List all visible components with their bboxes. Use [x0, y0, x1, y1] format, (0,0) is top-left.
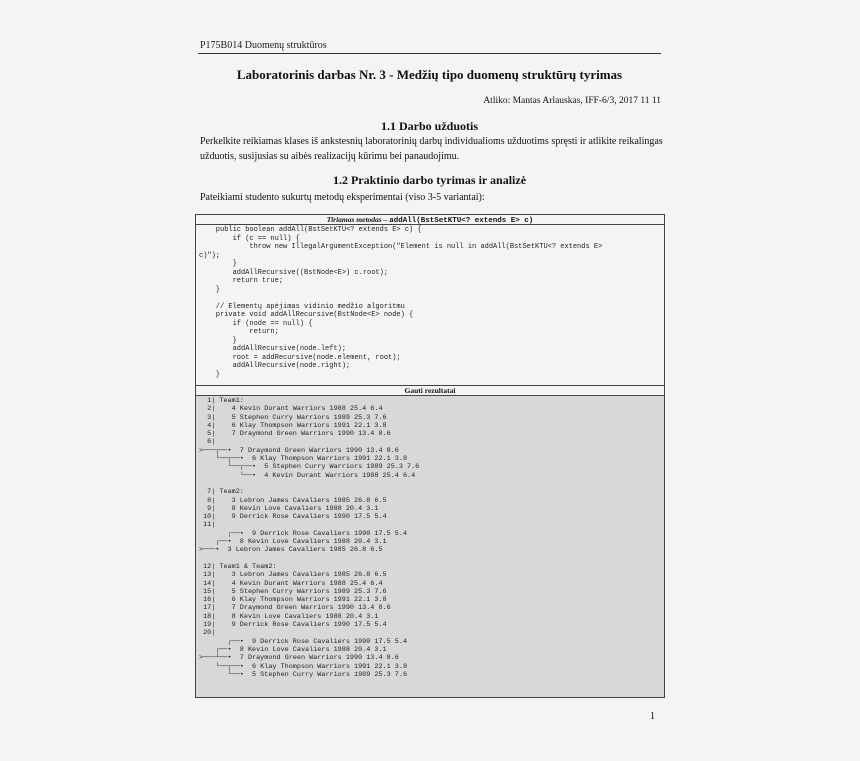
results-cell — [196, 396, 664, 697]
section-heading-task: 1.1 Darbo užduotis — [380, 119, 478, 133]
running-header: P175B014 Duomenų struktūros — [200, 40, 327, 51]
document-title: Laboratorinis darbas Nr. 3 - Medžių tipo duomenų struktūrų tyrimas — [236, 67, 623, 82]
method-header — [196, 215, 664, 225]
method-code: public boolean addAll(BstSetKTU<? extends E> c) { if (c == null) { throw new IllegalArgumentException("Element is null in addAll(BstSetKTU<? extends E> c)"); } addAllRecursive((BstNode<E>) c.root); return true; } // Elementų apėjimas vidinio medžio algoritmu private void addAllRecursive(BstNode<E> node) { if (node == null) { return; } addAllRecursive(node.left); root = addRecursive(node.element, root); addAllRecursive(node.right); } — [199, 226, 603, 379]
results-output: 1| Team1: 2| 4 Kevin Durant Warriors 1988 25.4 6.4 3| 5 Stephen Curry Warriors 1989 25.3 7.6 4| 6 Klay Thompson Warriors 1991 22.1 3.8 5| 7 Draymond Green Warriors 1990 13.4 8.6 6| >───┬──• 7 Draymond Green Warriors 1990 13.4 8.6 └──┬──• 6 Klay Thompson Warriors 1991 22.1 3.8 └──┬──• 5 Stephen Curry Warriors 1989 25.3 7.6 └──• 4 Kevin Durant Warriors 1988 25.4 6.4 7| Team2: 8| 3 Lebron James Cavaliers 1985 26.8 6.5 9| 8 Kevin Love Cavaliers 1988 20.4 3.1 10| 9 Derrick Rose Cavaliers 1990 17.5 5.4 11| ┌──• 9 Derrick Rose Cavaliers 1990 17.5 5.4 ┌──• 8 Kevin Love Cavaliers 1988 20.4 3.1 >───• 3 Lebron James Cavaliers 1985 26.8 6.5 12| Team1 & Team2: 13| 3 Lebron James Cavaliers 1985 26.8 6.5 14| 4 Kevin Durant Warriors 1988 25.4 6.4 15| 5 Stephen Curry Warriors 1989 25.3 7.6 16| 6 Klay Thompson Warriors 1991 22.1 3.8 17| 7 Draymond Green Warriors 1990 13.4 8.6 18| 8 Kevin Love Cavaliers 1988 20.4 3.1 19| 9 Derrick Rose Cavaliers 1990 17.5 5.4 20| ┌──• 9 Derrick Rose Cavaliers 1990 17.5 5.4 ┌──• 8 Kevin Love Cavaliers 1988 20.4 3.1 >───┴──• 7 Draymond Green Warriors 1990 13.4 8.6 └──┬──• 6 Klay Thompson Warriors 1991 22.1 3.8 └──• 5 Stephen Curry Warriors 1989 25.3 7.6 — [199, 397, 420, 679]
author-line: Atliko: Mantas Arlauskas, IFF-6/3, 2017 11 11 — [483, 96, 661, 106]
section-text-task: Perkelkite reikiamas klases iš ankstesnių laboratorinių darbų individualioms užduotims spręsti ir atlikite reikalingas užduotis, susijusias su aibės realizacijų kūrimu bei panaudojimu. — [200, 136, 663, 162]
results-header: Gauti rezultatai — [196, 385, 664, 396]
method-label: Tiriamas metodas – — [326, 215, 388, 224]
header-divider — [198, 53, 661, 54]
page-number: 1 — [650, 711, 655, 722]
method-signature: addAll(BstSetKTU<? extends E> c) — [389, 217, 534, 225]
section-heading-analysis: 1.2 Praktinio darbo tyrimas ir analizė — [332, 173, 527, 187]
method-code-cell — [196, 225, 664, 385]
experiment-table — [195, 214, 665, 698]
section-text-analysis: Pateikiami studento sukurtų metodų eksperimentai (viso 3-5 variantai): — [200, 192, 485, 203]
